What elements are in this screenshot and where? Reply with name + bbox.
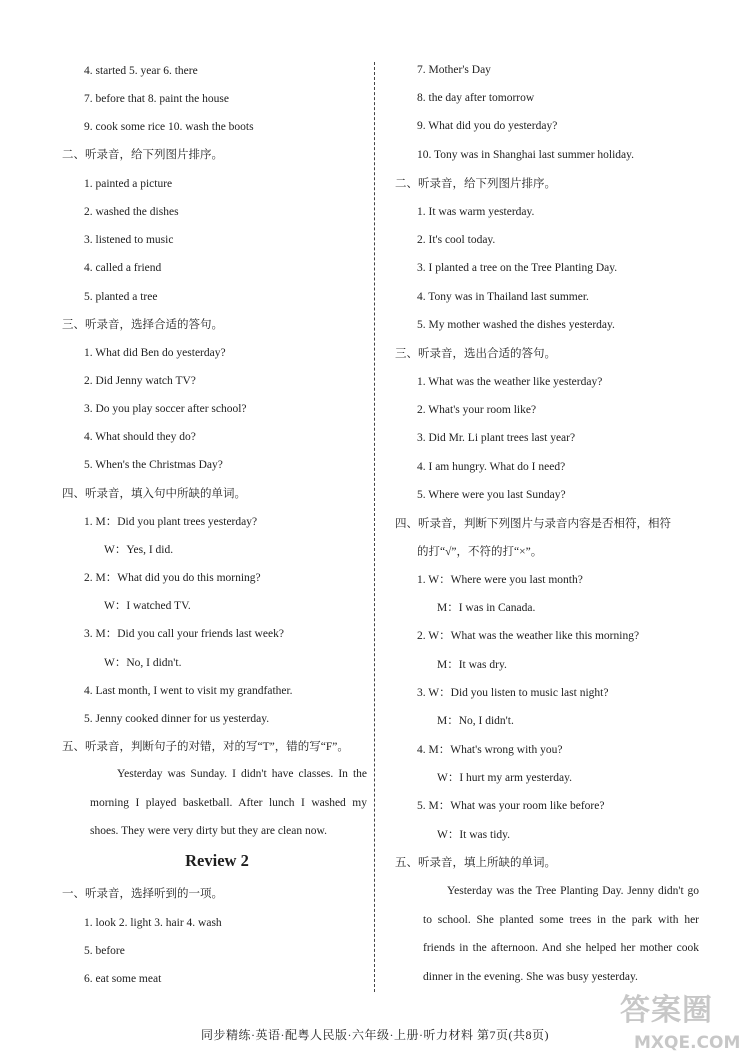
list-item: 1. It was warm yesterday. [417,206,535,218]
dialogue-line: 3. W：Did you listen to music last night? [417,687,609,699]
list-item: 2. Did Jenny watch TV? [84,375,196,387]
list-item: 4. called a friend [84,262,162,274]
list-item: 3. I planted a tree on the Tree Planting Day. [417,262,618,274]
list-item: 5. Where were you last Sunday? [417,489,566,501]
section-heading: 四、听录音，填入句中所缺的单词。 [62,488,246,500]
watermark-logo [612,985,744,1057]
list-item: 1. What was the weather like yesterday? [417,376,603,388]
review-title: Review 2 [185,851,249,870]
list-item: 4. Tony was in Thailand last summer. [417,291,589,303]
watermark-url: MXQE.COM [634,1033,741,1053]
dialogue-line: 2. W：What was the weather like this morning? [417,630,640,642]
dialogue-line: 1. W：Where were you last month? [417,574,583,586]
dialogue-line: 5. Jenny cooked dinner for us yesterday. [84,713,270,725]
dialogue-line: 1. M：Did you plant trees yesterday? [84,516,258,528]
answer-line: 1. look 2. light 3. hair 4. wash [84,917,222,929]
passage: Yesterday was the Tree Planting Day. Jenny didn't go to school. She planted some trees in the park with her friends in the afternoon. And she helped her mother cook dinner in the evening. She was busy yesterday. [423,885,699,983]
page-footer: 同步精练·英语·配粤人民版·六年级·上册·听力材料 第7页(共8页) [201,1028,549,1042]
section-heading: 五、听录音，判断句子的对错，对的写“T”，错的写“F”。 [62,741,349,753]
answer-line: 7. Mother's Day [417,64,491,76]
list-item: 5. planted a tree [84,291,158,303]
answer-line: 10. Tony was in Shanghai last summer holiday. [417,149,635,161]
list-item: 1. painted a picture [84,178,173,190]
list-item: 2. What's your room like? [417,404,537,416]
dialogue-line: 4. M：What's wrong with you? [417,744,563,756]
list-item: 5. My mother washed the dishes yesterday. [417,319,615,331]
list-item: 5. When's the Christmas Day? [84,459,223,471]
list-item: 3. listened to music [84,234,174,246]
dialogue-line: M：I was in Canada. [437,602,536,614]
dialogue-line: W：Yes, I did. [104,544,174,556]
answer-line: 7. before that 8. paint the house [84,93,229,105]
dialogue-line: 3. M：Did you call your friends last week? [84,628,284,640]
section-heading: 四、听录音，判断下列图片与录音内容是否相符，相符 [395,518,671,530]
section-heading: 五、听录音，填上所缺的单词。 [395,857,556,869]
column-divider [374,62,375,992]
dialogue-line: W：It was tidy. [437,829,511,841]
list-item: 1. What did Ben do yesterday? [84,347,226,359]
list-item: 3. Did Mr. Li plant trees last year? [417,432,576,444]
dialogue-line: 4. Last month, I went to visit my grandfather. [84,685,293,697]
answer-line: 5. before [84,945,125,957]
section-heading: 三、听录音，选择合适的答句。 [62,319,223,331]
dialogue-line: W：I watched TV. [104,600,191,612]
dialogue-line: W：I hurt my arm yesterday. [437,772,572,784]
list-item: 2. washed the dishes [84,206,179,218]
passage: Yesterday was Sunday. I didn't have classes. In the morning I played basketball. After lunch I washed my shoes. They were very dirty but they are clean now. [90,768,367,837]
answer-line: 4. started 5. year 6. there [84,65,198,77]
list-item: 4. I am hungry. What do I need? [417,461,566,473]
dialogue-line: 5. M：What was your room like before? [417,800,605,812]
answer-line: 6. eat some meat [84,973,162,985]
section-heading: 二、听录音，给下列图片排序。 [395,178,556,190]
list-item: 3. Do you play soccer after school? [84,403,247,415]
section-heading: 一、听录音，选择听到的一项。 [62,888,223,900]
section-heading: 三、听录音，选出合适的答句。 [395,348,556,360]
watermark-logo-text: 答案圈 [620,993,713,1028]
dialogue-line: 2. M：What did you do this morning? [84,572,261,584]
answer-line: 8. the day after tomorrow [417,92,535,104]
list-item: 4. What should they do? [84,431,196,443]
answer-line: 9. What did you do yesterday? [417,120,558,132]
dialogue-line: M：It was dry. [437,659,507,671]
section-heading-cont: 的打“√”，不符的打“×”。 [417,546,543,558]
list-item: 2. It's cool today. [417,234,496,246]
answer-line: 9. cook some rice 10. wash the boots [84,121,254,133]
section-heading: 二、听录音，给下列图片排序。 [62,149,223,161]
dialogue-line: M：No, I didn't. [437,715,514,727]
dialogue-line: W：No, I didn't. [104,657,182,669]
